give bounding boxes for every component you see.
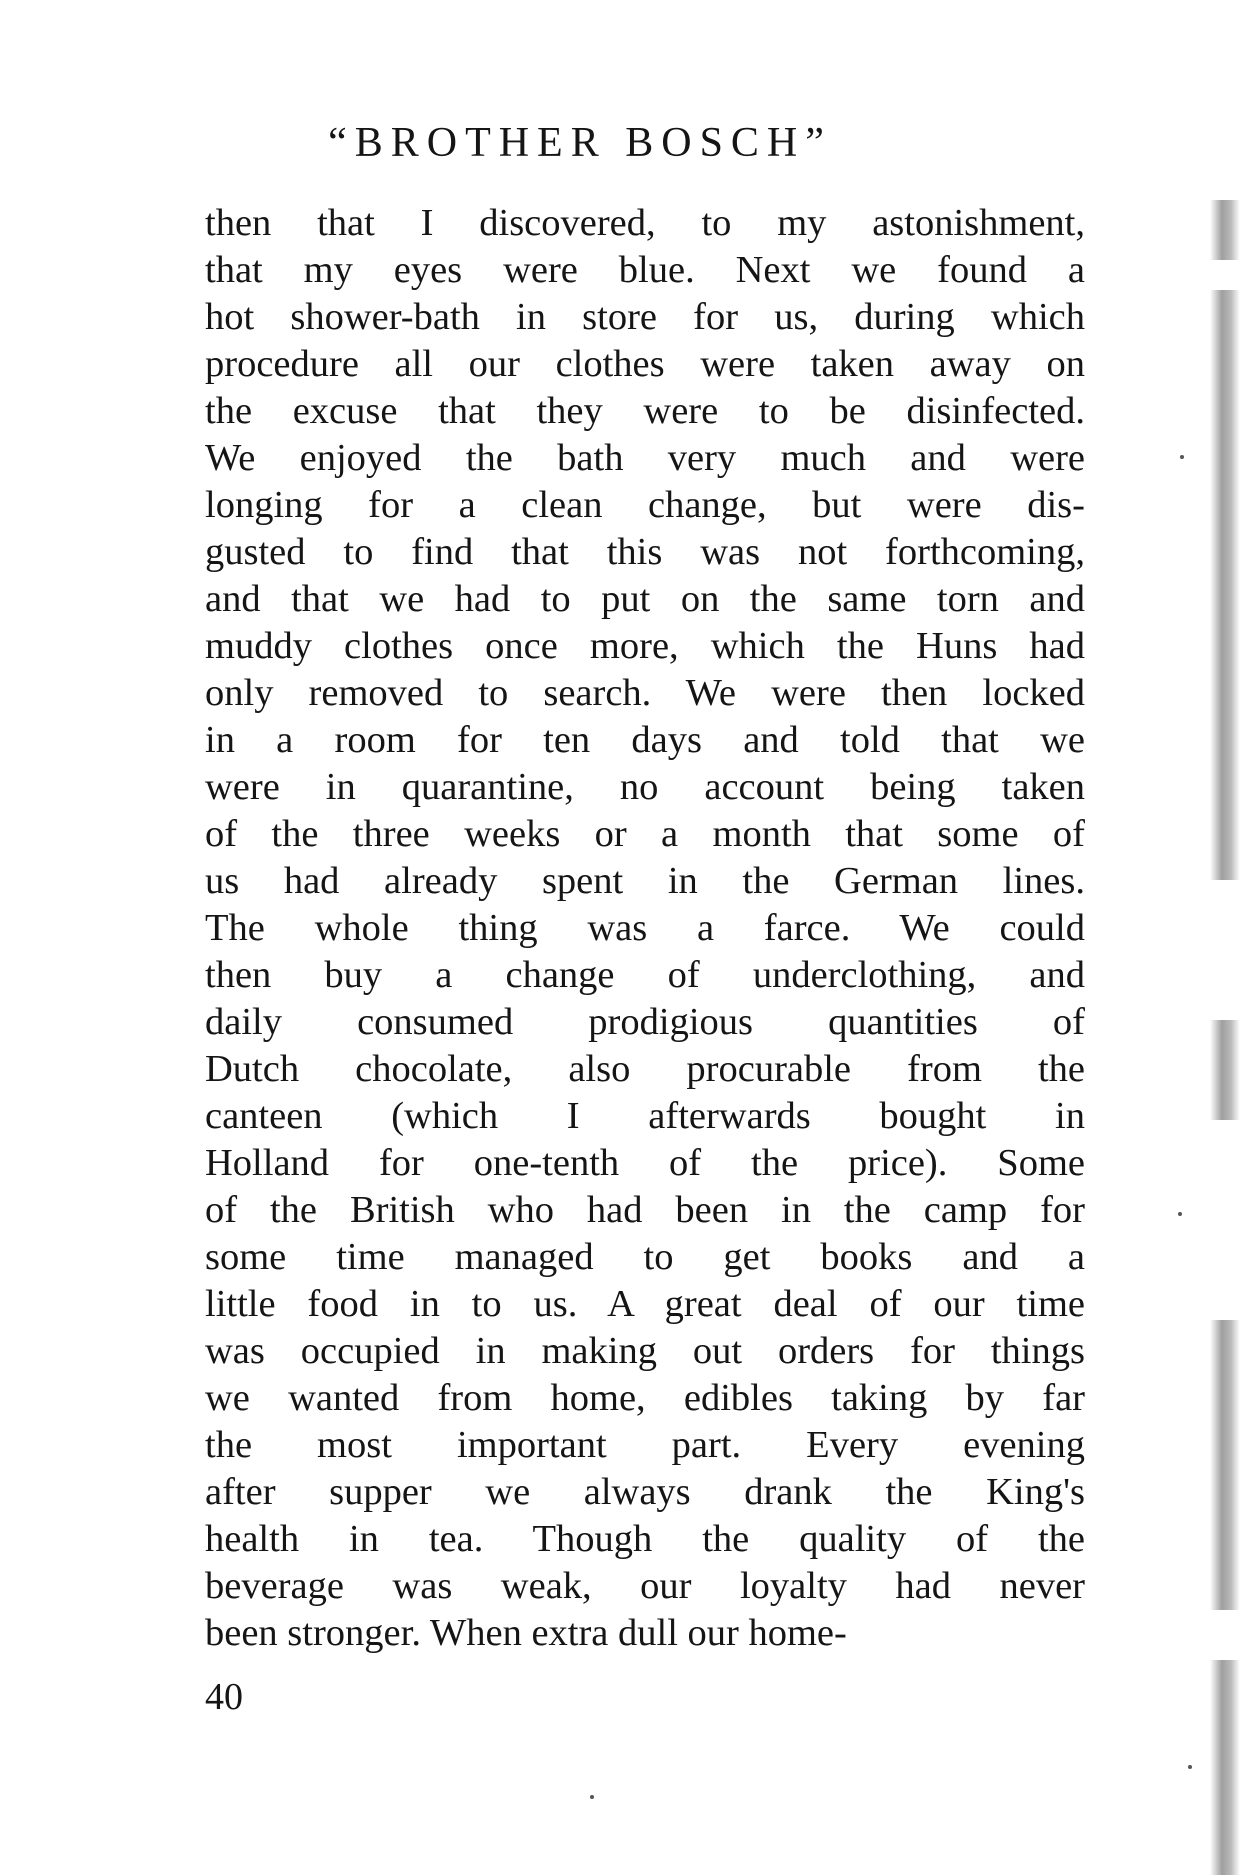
text-line: of the three weeks or a month that some of [205,813,1085,855]
text-line: us had already spent in the German lines. [205,860,1085,902]
text-line: been stronger. When extra dull our home- [205,1612,847,1654]
binding-shadow [1210,1020,1240,1120]
text-line: longing for a clean change, but were dis- [205,484,1085,526]
binding-shadow [1210,1320,1240,1610]
text-line: after supper we always drank the King's [205,1471,1085,1513]
binding-shadow [1210,1660,1240,1875]
dust-speck [1180,455,1184,459]
text-line: Holland for one-tenth of the price). Some [205,1142,1085,1184]
text-line: We enjoyed the bath very much and were [205,437,1085,479]
body-text [205,200,1085,1657]
text-line: in a room for ten days and told that we [205,719,1085,761]
text-line: then buy a change of underclothing, and [205,954,1085,996]
text-line: muddy clothes once more, which the Huns had [205,625,1085,667]
text-line: gusted to find that this was not forthcoming, [205,531,1085,573]
page-number: 40 [205,1676,243,1718]
dust-speck [1188,1765,1192,1769]
binding-shadow [1210,290,1240,880]
text-line: health in tea. Though the quality of the [205,1518,1085,1560]
text-line: little food in to us. A great deal of our time [205,1283,1085,1325]
text-line: canteen (which I afterwards bought in [205,1095,1085,1137]
dust-speck [590,1795,594,1799]
text-line: was occupied in making out orders for things [205,1330,1085,1372]
text-line: of the British who had been in the camp for [205,1189,1085,1231]
dust-speck [1178,1212,1182,1216]
text-line: only removed to search. We were then locked [205,672,1085,714]
text-line: beverage was weak, our loyalty had never [205,1565,1085,1607]
running-head: “BROTHER BOSCH” [328,120,832,166]
text-line: were in quarantine, no account being taken [205,766,1085,808]
text-line: some time managed to get books and a [205,1236,1085,1278]
text-line: then that I discovered, to my astonishment, [205,202,1085,244]
text-line: we wanted from home, edibles taking by far [205,1377,1085,1419]
text-line: Dutch chocolate, also procurable from the [205,1048,1085,1090]
text-line: The whole thing was a farce. We could [205,907,1085,949]
text-line: and that we had to put on the same torn and [205,578,1085,620]
text-line: the most important part. Every evening [205,1424,1085,1466]
text-line: that my eyes were blue. Next we found a [205,249,1085,291]
text-line: daily consumed prodigious quantities of [205,1001,1085,1043]
binding-shadow [1210,200,1240,260]
text-line: hot shower-bath in store for us, during which [205,296,1085,338]
text-line: the excuse that they were to be disinfected. [205,390,1085,432]
text-line: procedure all our clothes were taken away on [205,343,1085,385]
